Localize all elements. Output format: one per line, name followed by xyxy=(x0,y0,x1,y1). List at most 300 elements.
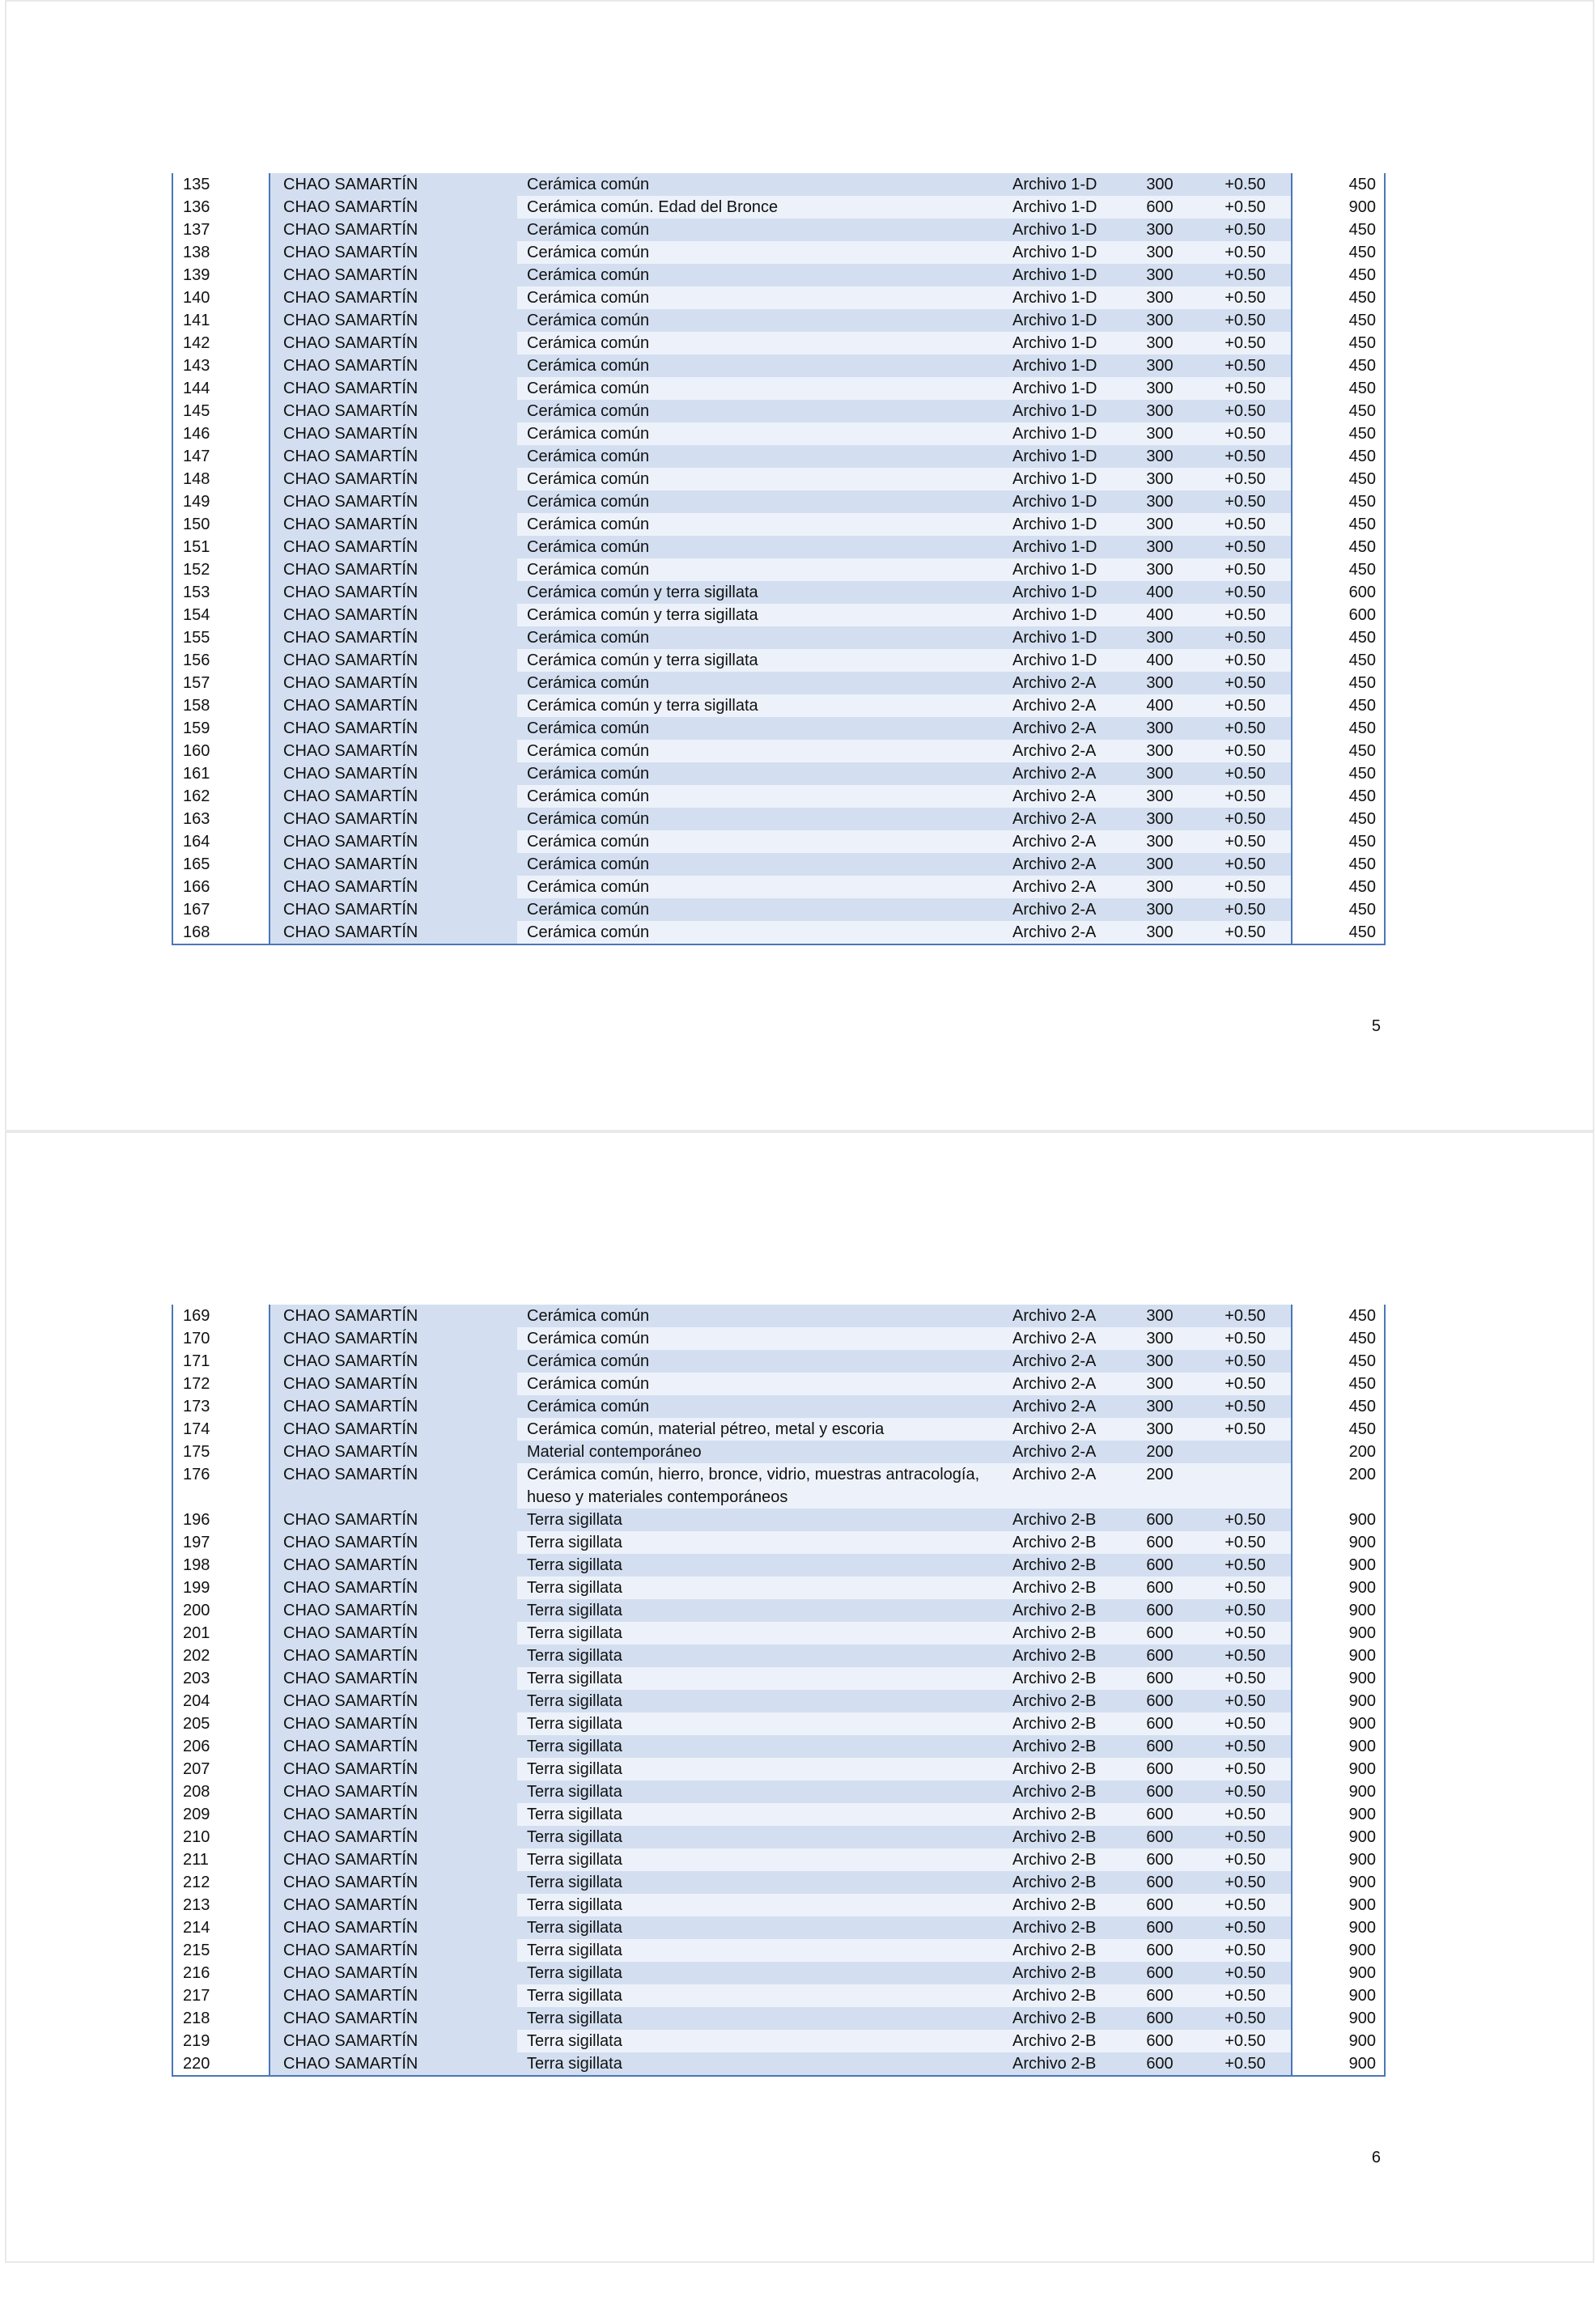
depth-cell: +0.50 xyxy=(1199,581,1293,604)
total-cell: 600 xyxy=(1293,581,1386,604)
depth-cell: +0.50 xyxy=(1199,1848,1293,1871)
total-cell: 450 xyxy=(1293,1305,1386,1327)
location-cell: Archivo 2-A xyxy=(1003,1350,1120,1373)
material-cell: Cerámica común xyxy=(517,445,1003,468)
material-cell: Cerámica común xyxy=(517,808,1003,830)
table-row xyxy=(172,740,1386,762)
location-cell: Archivo 2-B xyxy=(1003,1826,1120,1848)
site-cell: CHAO SAMARTÍN xyxy=(270,1531,517,1554)
depth-cell: +0.50 xyxy=(1199,626,1293,649)
table-row xyxy=(172,1758,1386,1780)
depth-cell: +0.50 xyxy=(1199,1735,1293,1758)
total-cell: 900 xyxy=(1293,1667,1386,1690)
depth-cell: +0.50 xyxy=(1199,898,1293,921)
location-cell: Archivo 2-A xyxy=(1003,1327,1120,1350)
total-cell: 450 xyxy=(1293,694,1386,717)
weight-cell: 600 xyxy=(1120,1554,1199,1577)
table-row xyxy=(172,400,1386,422)
record-number-cell: 149 xyxy=(172,490,270,513)
location-cell: Archivo 2-A xyxy=(1003,1305,1120,1327)
location-cell: Archivo 2-B xyxy=(1003,2007,1120,2030)
depth-cell: +0.50 xyxy=(1199,2030,1293,2052)
depth-cell: +0.50 xyxy=(1199,1373,1293,1395)
material-cell: Terra sigillata xyxy=(517,1622,1003,1645)
material-cell: Terra sigillata xyxy=(517,1939,1003,1962)
record-number-cell: 217 xyxy=(172,1984,270,2007)
location-cell: Archivo 2-B xyxy=(1003,1531,1120,1554)
material-cell: Cerámica común xyxy=(517,626,1003,649)
depth-cell: +0.50 xyxy=(1199,468,1293,490)
site-cell: CHAO SAMARTÍN xyxy=(270,1690,517,1712)
weight-cell: 600 xyxy=(1120,2052,1199,2075)
location-cell: Archivo 1-D xyxy=(1003,219,1120,241)
record-number-cell: 200 xyxy=(172,1599,270,1622)
site-cell: CHAO SAMARTÍN xyxy=(270,649,517,672)
record-number-cell: 150 xyxy=(172,513,270,536)
material-cell: Cerámica común xyxy=(517,219,1003,241)
total-cell: 450 xyxy=(1293,468,1386,490)
total-cell: 900 xyxy=(1293,1509,1386,1531)
depth-cell: +0.50 xyxy=(1199,286,1293,309)
total-cell: 200 xyxy=(1293,1441,1386,1463)
depth-cell: +0.50 xyxy=(1199,536,1293,558)
location-cell: Archivo 2-B xyxy=(1003,1622,1120,1645)
record-number-cell: 175 xyxy=(172,1441,270,1463)
site-cell: CHAO SAMARTÍN xyxy=(270,513,517,536)
table-row xyxy=(172,513,1386,536)
record-number-cell: 166 xyxy=(172,876,270,898)
site-cell: CHAO SAMARTÍN xyxy=(270,2052,517,2075)
weight-cell: 600 xyxy=(1120,1939,1199,1962)
record-number-cell: 163 xyxy=(172,808,270,830)
material-cell: Terra sigillata xyxy=(517,1531,1003,1554)
total-cell: 450 xyxy=(1293,1350,1386,1373)
material-cell: Cerámica común xyxy=(517,1327,1003,1350)
weight-cell: 300 xyxy=(1120,264,1199,286)
weight-cell: 300 xyxy=(1120,830,1199,853)
total-cell: 450 xyxy=(1293,536,1386,558)
site-cell: CHAO SAMARTÍN xyxy=(270,626,517,649)
depth-cell: +0.50 xyxy=(1199,876,1293,898)
table-row xyxy=(172,898,1386,921)
record-number-cell: 206 xyxy=(172,1735,270,1758)
weight-cell: 300 xyxy=(1120,853,1199,876)
site-cell: CHAO SAMARTÍN xyxy=(270,1712,517,1735)
depth-cell: +0.50 xyxy=(1199,717,1293,740)
depth-cell: +0.50 xyxy=(1199,1622,1293,1645)
location-cell: Archivo 1-D xyxy=(1003,445,1120,468)
record-number-cell: 218 xyxy=(172,2007,270,2030)
material-cell: Terra sigillata xyxy=(517,2007,1003,2030)
site-cell: CHAO SAMARTÍN xyxy=(270,1395,517,1418)
table-row xyxy=(172,422,1386,445)
site-cell: CHAO SAMARTÍN xyxy=(270,400,517,422)
depth-cell: +0.50 xyxy=(1199,1894,1293,1916)
table-row xyxy=(172,354,1386,377)
record-number-cell: 161 xyxy=(172,762,270,785)
material-cell: Material contemporáneo xyxy=(517,1441,1003,1463)
total-cell: 900 xyxy=(1293,1826,1386,1848)
record-number-cell: 156 xyxy=(172,649,270,672)
total-cell: 450 xyxy=(1293,785,1386,808)
location-cell: Archivo 1-D xyxy=(1003,377,1120,400)
weight-cell: 600 xyxy=(1120,196,1199,219)
total-cell: 900 xyxy=(1293,1962,1386,1984)
record-number-cell: 198 xyxy=(172,1554,270,1577)
site-cell: CHAO SAMARTÍN xyxy=(270,1327,517,1350)
location-cell: Archivo 2-A xyxy=(1003,1441,1120,1463)
total-cell: 450 xyxy=(1293,173,1386,196)
total-cell: 900 xyxy=(1293,1984,1386,2007)
total-cell: 900 xyxy=(1293,1848,1386,1871)
weight-cell: 600 xyxy=(1120,1780,1199,1803)
weight-cell: 200 xyxy=(1120,1441,1199,1463)
location-cell: Archivo 2-A xyxy=(1003,898,1120,921)
material-cell: Cerámica común y terra sigillata xyxy=(517,694,1003,717)
depth-cell: +0.50 xyxy=(1199,354,1293,377)
site-cell: CHAO SAMARTÍN xyxy=(270,581,517,604)
total-cell: 450 xyxy=(1293,490,1386,513)
site-cell: CHAO SAMARTÍN xyxy=(270,1962,517,1984)
site-cell: CHAO SAMARTÍN xyxy=(270,490,517,513)
depth-cell: +0.50 xyxy=(1199,1871,1293,1894)
depth-cell: +0.50 xyxy=(1199,2052,1293,2075)
material-cell: Terra sigillata xyxy=(517,1848,1003,1871)
record-number-cell: 174 xyxy=(172,1418,270,1441)
material-cell: Terra sigillata xyxy=(517,1984,1003,2007)
record-number-cell: 209 xyxy=(172,1803,270,1826)
weight-cell: 300 xyxy=(1120,490,1199,513)
site-cell: CHAO SAMARTÍN xyxy=(270,332,517,354)
weight-cell: 600 xyxy=(1120,1735,1199,1758)
total-cell: 450 xyxy=(1293,649,1386,672)
depth-cell: +0.50 xyxy=(1199,377,1293,400)
location-cell: Archivo 2-B xyxy=(1003,1984,1120,2007)
material-cell: Terra sigillata xyxy=(517,1735,1003,1758)
weight-cell: 600 xyxy=(1120,1962,1199,1984)
record-number-cell: 158 xyxy=(172,694,270,717)
weight-cell: 600 xyxy=(1120,1531,1199,1554)
material-cell: Cerámica común xyxy=(517,536,1003,558)
record-number-cell: 144 xyxy=(172,377,270,400)
location-cell: Archivo 2-B xyxy=(1003,1509,1120,1531)
site-cell: CHAO SAMARTÍN xyxy=(270,1373,517,1395)
location-cell: Archivo 2-A xyxy=(1003,853,1120,876)
total-cell: 900 xyxy=(1293,1645,1386,1667)
depth-cell: +0.50 xyxy=(1199,2007,1293,2030)
location-cell: Archivo 1-D xyxy=(1003,332,1120,354)
table-row xyxy=(172,2030,1386,2052)
material-cell: Terra sigillata xyxy=(517,2052,1003,2075)
depth-cell: +0.50 xyxy=(1199,1916,1293,1939)
material-cell: Cerámica común xyxy=(517,762,1003,785)
total-cell: 900 xyxy=(1293,1599,1386,1622)
total-cell: 900 xyxy=(1293,1803,1386,1826)
site-cell: CHAO SAMARTÍN xyxy=(270,785,517,808)
depth-cell: +0.50 xyxy=(1199,400,1293,422)
location-cell: Archivo 2-B xyxy=(1003,1554,1120,1577)
record-number-cell: 164 xyxy=(172,830,270,853)
weight-cell: 600 xyxy=(1120,1712,1199,1735)
site-cell: CHAO SAMARTÍN xyxy=(270,1916,517,1939)
weight-cell: 400 xyxy=(1120,649,1199,672)
site-cell: CHAO SAMARTÍN xyxy=(270,672,517,694)
page-number: 6 xyxy=(1371,2149,1381,2167)
weight-cell: 300 xyxy=(1120,513,1199,536)
total-cell: 450 xyxy=(1293,377,1386,400)
depth-cell: +0.50 xyxy=(1199,1939,1293,1962)
material-cell: Cerámica común xyxy=(517,377,1003,400)
location-cell: Archivo 2-A xyxy=(1003,830,1120,853)
total-cell: 900 xyxy=(1293,1916,1386,1939)
table-row xyxy=(172,558,1386,581)
record-number-cell: 211 xyxy=(172,1848,270,1871)
record-number-cell: 171 xyxy=(172,1350,270,1373)
total-cell: 450 xyxy=(1293,1373,1386,1395)
material-cell: Cerámica común y terra sigillata xyxy=(517,581,1003,604)
material-cell: Cerámica común xyxy=(517,785,1003,808)
site-cell: CHAO SAMARTÍN xyxy=(270,1939,517,1962)
location-cell: Archivo 1-D xyxy=(1003,649,1120,672)
depth-cell: +0.50 xyxy=(1199,1667,1293,1690)
material-cell: Terra sigillata xyxy=(517,1690,1003,1712)
site-cell: CHAO SAMARTÍN xyxy=(270,1509,517,1531)
total-cell: 900 xyxy=(1293,196,1386,219)
depth-cell: +0.50 xyxy=(1199,490,1293,513)
material-cell: Cerámica común, hierro, bronce, vidrio, muestras antracología, hueso y materiales contemporáneos xyxy=(517,1463,1003,1509)
site-cell: CHAO SAMARTÍN xyxy=(270,1463,517,1509)
location-cell: Archivo 2-A xyxy=(1003,1395,1120,1418)
depth-cell: +0.50 xyxy=(1199,830,1293,853)
location-cell: Archivo 1-D xyxy=(1003,604,1120,626)
depth-cell: +0.50 xyxy=(1199,219,1293,241)
depth-cell: +0.50 xyxy=(1199,264,1293,286)
material-cell: Cerámica común xyxy=(517,921,1003,944)
weight-cell: 300 xyxy=(1120,1350,1199,1373)
total-cell: 450 xyxy=(1293,1327,1386,1350)
location-cell: Archivo 2-B xyxy=(1003,1962,1120,1984)
total-cell: 450 xyxy=(1293,626,1386,649)
site-cell: CHAO SAMARTÍN xyxy=(270,1758,517,1780)
location-cell: Archivo 2-A xyxy=(1003,717,1120,740)
total-cell: 450 xyxy=(1293,309,1386,332)
page-number: 5 xyxy=(1371,1017,1381,1035)
depth-cell: +0.50 xyxy=(1199,1690,1293,1712)
table-row xyxy=(172,309,1386,332)
weight-cell: 300 xyxy=(1120,422,1199,445)
depth-cell: +0.50 xyxy=(1199,1554,1293,1577)
material-cell: Terra sigillata xyxy=(517,1780,1003,1803)
record-number-cell: 155 xyxy=(172,626,270,649)
table-row xyxy=(172,286,1386,309)
location-cell: Archivo 2-A xyxy=(1003,1418,1120,1441)
table-row xyxy=(172,264,1386,286)
table-row xyxy=(172,1984,1386,2007)
table-row xyxy=(172,1848,1386,1871)
location-cell: Archivo 1-D xyxy=(1003,626,1120,649)
record-number-cell: 210 xyxy=(172,1826,270,1848)
site-cell: CHAO SAMARTÍN xyxy=(270,1305,517,1327)
table-row xyxy=(172,853,1386,876)
weight-cell: 600 xyxy=(1120,1758,1199,1780)
location-cell: Archivo 2-A xyxy=(1003,1463,1120,1509)
total-cell: 450 xyxy=(1293,1395,1386,1418)
depth-cell: +0.50 xyxy=(1199,1780,1293,1803)
material-cell: Terra sigillata xyxy=(517,1758,1003,1780)
weight-cell: 300 xyxy=(1120,400,1199,422)
material-cell: Terra sigillata xyxy=(517,1667,1003,1690)
site-cell: CHAO SAMARTÍN xyxy=(270,422,517,445)
table-row xyxy=(172,1531,1386,1554)
location-cell: Archivo 1-D xyxy=(1003,581,1120,604)
weight-cell: 300 xyxy=(1120,286,1199,309)
weight-cell: 400 xyxy=(1120,604,1199,626)
total-cell: 900 xyxy=(1293,2030,1386,2052)
depth-cell: +0.50 xyxy=(1199,808,1293,830)
table-row xyxy=(172,1441,1386,1463)
record-number-cell: 199 xyxy=(172,1577,270,1599)
record-number-cell: 215 xyxy=(172,1939,270,1962)
material-cell: Cerámica común y terra sigillata xyxy=(517,649,1003,672)
table-row xyxy=(172,762,1386,785)
depth-cell xyxy=(1199,1463,1293,1509)
record-number-cell: 165 xyxy=(172,853,270,876)
location-cell: Archivo 1-D xyxy=(1003,513,1120,536)
site-cell: CHAO SAMARTÍN xyxy=(270,830,517,853)
record-number-cell: 216 xyxy=(172,1962,270,1984)
location-cell: Archivo 2-B xyxy=(1003,1848,1120,1871)
material-cell: Cerámica común xyxy=(517,717,1003,740)
location-cell: Archivo 2-A xyxy=(1003,740,1120,762)
table-row xyxy=(172,717,1386,740)
depth-cell: +0.50 xyxy=(1199,309,1293,332)
material-cell: Cerámica común xyxy=(517,490,1003,513)
weight-cell: 300 xyxy=(1120,445,1199,468)
site-cell: CHAO SAMARTÍN xyxy=(270,876,517,898)
site-cell: CHAO SAMARTÍN xyxy=(270,445,517,468)
depth-cell: +0.50 xyxy=(1199,241,1293,264)
total-cell: 450 xyxy=(1293,1418,1386,1441)
location-cell: Archivo 2-A xyxy=(1003,672,1120,694)
site-cell: CHAO SAMARTÍN xyxy=(270,354,517,377)
total-cell: 450 xyxy=(1293,241,1386,264)
table-row xyxy=(172,830,1386,853)
table-row xyxy=(172,672,1386,694)
material-cell: Cerámica común xyxy=(517,1305,1003,1327)
total-cell: 900 xyxy=(1293,1712,1386,1735)
depth-cell: +0.50 xyxy=(1199,445,1293,468)
weight-cell: 600 xyxy=(1120,2030,1199,2052)
table-row xyxy=(172,1305,1386,1327)
total-cell: 450 xyxy=(1293,422,1386,445)
location-cell: Archivo 1-D xyxy=(1003,400,1120,422)
location-cell: Archivo 2-A xyxy=(1003,762,1120,785)
record-number-cell: 196 xyxy=(172,1509,270,1531)
location-cell: Archivo 2-A xyxy=(1003,921,1120,944)
material-cell: Cerámica común y terra sigillata xyxy=(517,604,1003,626)
location-cell: Archivo 2-B xyxy=(1003,1916,1120,1939)
material-cell: Cerámica común xyxy=(517,241,1003,264)
table-row xyxy=(172,921,1386,944)
location-cell: Archivo 1-D xyxy=(1003,173,1120,196)
table-row xyxy=(172,2007,1386,2030)
weight-cell: 400 xyxy=(1120,581,1199,604)
depth-cell: +0.50 xyxy=(1199,1758,1293,1780)
record-number-cell: 219 xyxy=(172,2030,270,2052)
weight-cell: 300 xyxy=(1120,876,1199,898)
table-row xyxy=(172,468,1386,490)
weight-cell: 300 xyxy=(1120,1373,1199,1395)
weight-cell: 200 xyxy=(1120,1463,1199,1509)
record-number-cell: 160 xyxy=(172,740,270,762)
total-cell: 450 xyxy=(1293,672,1386,694)
weight-cell: 300 xyxy=(1120,468,1199,490)
record-number-cell: 213 xyxy=(172,1894,270,1916)
location-cell: Archivo 1-D xyxy=(1003,354,1120,377)
weight-cell: 600 xyxy=(1120,2007,1199,2030)
record-number-cell: 176 xyxy=(172,1463,270,1509)
site-cell: CHAO SAMARTÍN xyxy=(270,1667,517,1690)
material-cell: Cerámica común xyxy=(517,332,1003,354)
site-cell: CHAO SAMARTÍN xyxy=(270,241,517,264)
table-row xyxy=(172,1463,1386,1509)
total-cell: 450 xyxy=(1293,717,1386,740)
site-cell: CHAO SAMARTÍN xyxy=(270,1984,517,2007)
record-number-cell: 202 xyxy=(172,1645,270,1667)
record-number-cell: 140 xyxy=(172,286,270,309)
total-cell: 900 xyxy=(1293,1780,1386,1803)
total-cell: 450 xyxy=(1293,558,1386,581)
weight-cell: 300 xyxy=(1120,921,1199,944)
record-number-cell: 205 xyxy=(172,1712,270,1735)
location-cell: Archivo 1-D xyxy=(1003,241,1120,264)
total-cell: 900 xyxy=(1293,1690,1386,1712)
depth-cell: +0.50 xyxy=(1199,694,1293,717)
weight-cell: 300 xyxy=(1120,898,1199,921)
location-cell: Archivo 2-A xyxy=(1003,1373,1120,1395)
site-cell: CHAO SAMARTÍN xyxy=(270,1803,517,1826)
depth-cell: +0.50 xyxy=(1199,173,1293,196)
record-number-cell: 138 xyxy=(172,241,270,264)
weight-cell: 600 xyxy=(1120,1577,1199,1599)
material-cell: Cerámica común xyxy=(517,173,1003,196)
record-number-cell: 169 xyxy=(172,1305,270,1327)
table-row xyxy=(172,1916,1386,1939)
record-number-cell: 203 xyxy=(172,1667,270,1690)
depth-cell: +0.50 xyxy=(1199,1826,1293,1848)
table-row xyxy=(172,1780,1386,1803)
material-cell: Cerámica común. Edad del Bronce xyxy=(517,196,1003,219)
site-cell: CHAO SAMARTÍN xyxy=(270,1894,517,1916)
material-cell: Terra sigillata xyxy=(517,1826,1003,1848)
site-cell: CHAO SAMARTÍN xyxy=(270,1554,517,1577)
table-row xyxy=(172,1577,1386,1599)
record-number-cell: 197 xyxy=(172,1531,270,1554)
weight-cell: 600 xyxy=(1120,1984,1199,2007)
material-cell: Cerámica común xyxy=(517,286,1003,309)
table-row xyxy=(172,1690,1386,1712)
table-row xyxy=(172,694,1386,717)
site-cell: CHAO SAMARTÍN xyxy=(270,264,517,286)
weight-cell: 300 xyxy=(1120,536,1199,558)
weight-cell: 600 xyxy=(1120,1599,1199,1622)
table-row xyxy=(172,219,1386,241)
weight-cell: 300 xyxy=(1120,241,1199,264)
table-row xyxy=(172,649,1386,672)
material-cell: Cerámica común xyxy=(517,422,1003,445)
location-cell: Archivo 1-D xyxy=(1003,490,1120,513)
location-cell: Archivo 1-D xyxy=(1003,309,1120,332)
